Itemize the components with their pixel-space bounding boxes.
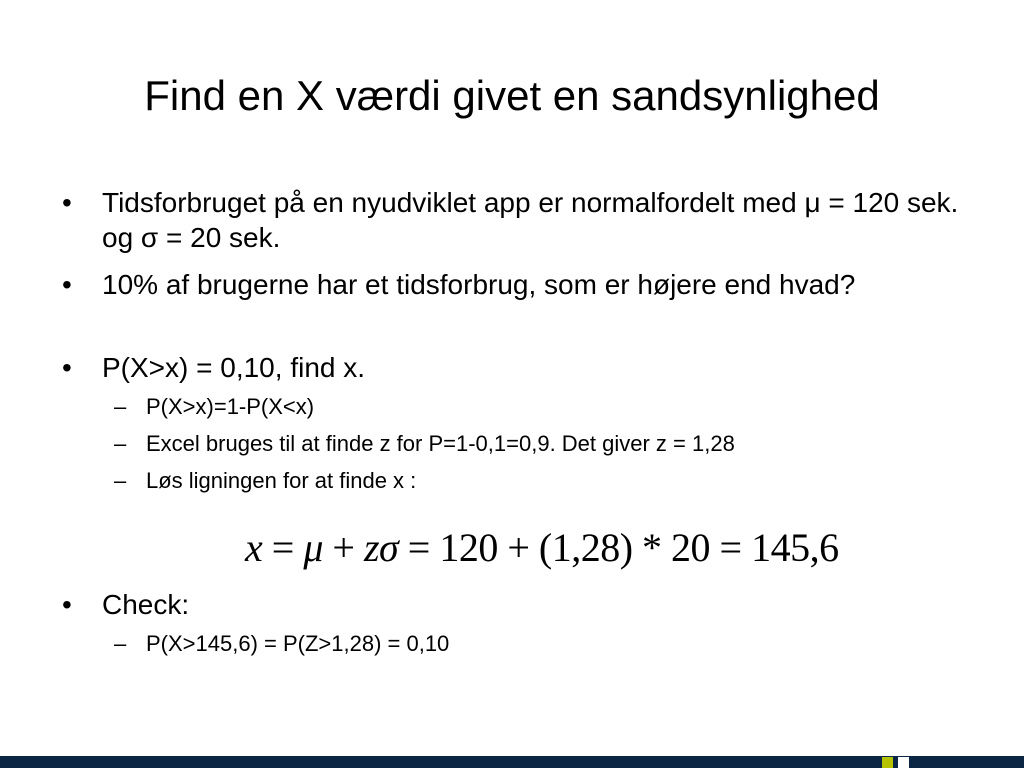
bullet-text: 10% af brugerne har et tidsforbrug, som er højere end hvad? [102, 269, 856, 300]
formula-x: x [245, 525, 263, 570]
formula-z: z [363, 525, 380, 570]
slide-title: Find en X værdi givet en sandsynlighed [144, 72, 880, 119]
sub-bullet-text: Løs ligningen for at finde x : [146, 468, 417, 493]
bullet-marker: • [62, 352, 72, 383]
formula-sigma: σ [379, 525, 399, 570]
sub-bullet-marker: – [114, 631, 127, 656]
sub-bullet-text: P(X>x)=1-P(X<x) [146, 394, 315, 419]
bullet-marker: • [62, 187, 72, 218]
sub-bullet-marker: – [114, 431, 127, 456]
bullet-text: Check: [102, 589, 190, 620]
bullet-text: P(X>x) = 0,10, find x. [102, 352, 366, 383]
bullet-marker: • [62, 269, 72, 300]
formula-equation [245, 520, 839, 576]
footer-accent-green [882, 757, 893, 768]
formula-rest: = 120 + (1,28) * 20 = 145,6 [398, 525, 839, 570]
footer-accent-white [898, 757, 909, 768]
bullet-text: Tidsforbruget på en nyudviklet app er normalfordelt med μ = 120 sek. og σ = 20 sek. [102, 187, 959, 253]
bullet-marker: • [62, 589, 72, 620]
formula-plus: + [322, 525, 364, 570]
formula-mu: μ [303, 525, 323, 570]
sub-bullet-marker: – [114, 394, 127, 419]
footer-bar [0, 756, 1024, 768]
formula-equals: = [262, 525, 304, 570]
sub-bullet-marker: – [114, 468, 127, 493]
sub-bullet-text: P(X>145,6) = P(Z>1,28) = 0,10 [146, 631, 450, 656]
sub-bullet-text: Excel bruges til at finde z for P=1-0,1=0,9. Det giver z = 1,28 [146, 431, 735, 456]
